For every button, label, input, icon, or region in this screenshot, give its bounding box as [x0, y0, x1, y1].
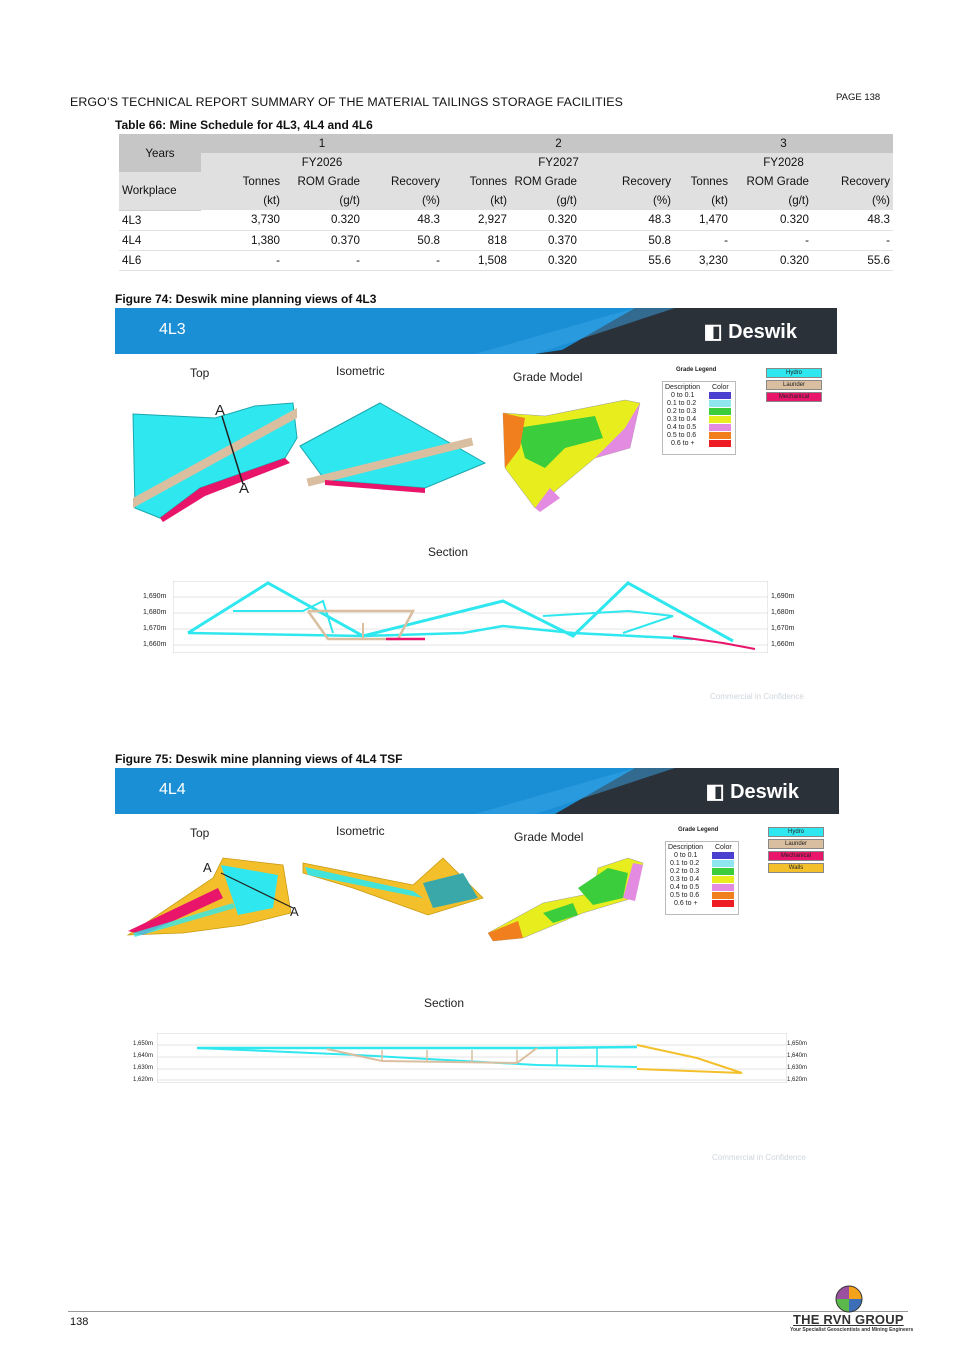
legend-color-header: Color — [715, 844, 732, 851]
section-label: Section — [424, 996, 465, 1010]
legend-swatch — [709, 408, 731, 415]
table-cell: 0.320 — [731, 250, 812, 270]
row-name: 4L4 — [119, 230, 201, 250]
legend-swatch — [712, 868, 734, 875]
elevation-label: 1,680m — [143, 609, 167, 616]
col-unit: (%) — [580, 191, 674, 210]
material-legend-mechanical: Mechanical — [768, 851, 824, 861]
row-name: 4L6 — [119, 250, 201, 270]
elevation-label: 1,690m — [143, 593, 167, 600]
legend-swatch — [709, 440, 731, 447]
table-cell: 55.6 — [812, 250, 893, 270]
table-cell: 818 — [443, 230, 510, 250]
elevation-label: 1,660m — [143, 641, 167, 648]
col-unit: (kt) — [674, 191, 731, 210]
grade-legend — [662, 381, 736, 455]
legend-item-label: 0 to 0.1 — [674, 852, 698, 859]
view-top-label: Top — [190, 366, 210, 380]
col-header: Recovery — [812, 172, 893, 191]
legend-item-label: 0.5 to 0.6 — [667, 432, 697, 439]
elevation-label: 1,640m — [133, 1053, 154, 1059]
col-header: Recovery — [363, 172, 443, 191]
legend-item-label: 0.3 to 0.4 — [670, 876, 700, 883]
view-top-label: Top — [190, 826, 210, 840]
elevation-label: 1,640m — [787, 1053, 808, 1059]
col-header: ROM Grade — [731, 172, 812, 191]
deswik-logo — [706, 779, 799, 804]
legend-swatch — [709, 392, 731, 399]
section-view-4l4 — [157, 1033, 787, 1083]
col-header: ROM Grade — [283, 172, 363, 191]
grade-legend-title: Grade Legend — [678, 827, 719, 833]
footer-divider — [68, 1311, 908, 1312]
legend-swatch — [709, 432, 731, 439]
material-legend-hydro: Hydro — [768, 827, 824, 837]
table-cell: 2,927 — [443, 210, 510, 230]
fy-3-header: FY2028 — [674, 153, 893, 172]
table-cell: - — [363, 250, 443, 270]
grade-legend — [665, 841, 739, 915]
view-grade-label: Grade Model — [514, 830, 584, 844]
legend-swatch — [712, 860, 734, 867]
table-cell: 0.320 — [731, 210, 812, 230]
footer-page-number: 138 — [70, 1316, 89, 1328]
col-unit: (%) — [812, 191, 893, 210]
rvn-logo-icon — [834, 1284, 864, 1314]
section-marker-a-bottom: A — [239, 480, 250, 497]
table-cell: 0.320 — [510, 250, 580, 270]
legend-item-label: 0.5 to 0.6 — [670, 892, 700, 899]
table-header-columns — [119, 172, 893, 191]
section-marker-a-top: A — [203, 860, 212, 875]
section-marker-a-bottom: A — [290, 904, 299, 919]
year-2-header: 2 — [443, 134, 674, 153]
table-cell: 1,508 — [443, 250, 510, 270]
report-title: ERGO’S TECHNICAL REPORT SUMMARY OF THE MATERIAL TAILINGS STORAGE FACILITIES — [70, 95, 624, 109]
legend-desc-header: Description — [665, 384, 701, 391]
table-header-fy — [119, 153, 893, 172]
legend-item-label: 0.6 to + — [671, 440, 695, 447]
workplace-header: Workplace — [119, 172, 201, 210]
legend-swatch — [712, 892, 734, 899]
col-unit: (kt) — [201, 191, 283, 210]
legend-item-label: 0.2 to 0.3 — [670, 868, 700, 875]
material-legend-walls: Walls — [768, 863, 824, 873]
fy-1-header: FY2026 — [201, 153, 443, 172]
table-cell: - — [812, 230, 893, 250]
years-header: Years — [119, 134, 201, 172]
legend-swatch — [709, 400, 731, 407]
material-legend-launder: Launder — [768, 839, 824, 849]
material-legend-hydro: Hydro — [766, 368, 822, 378]
view-isometric-label: Isometric — [336, 824, 385, 838]
legend-item-label: 0.1 to 0.2 — [667, 400, 697, 407]
deswik-mark-icon: ◧ — [705, 781, 731, 803]
legend-item-label: 0.3 to 0.4 — [667, 416, 697, 423]
elevation-label: 1,660m — [771, 641, 795, 648]
elevation-label: 1,670m — [143, 625, 167, 632]
figure-74-caption: Figure 74: Deswik mine planning views of 4L3 — [115, 292, 377, 306]
view-isometric-label: Isometric — [336, 364, 385, 378]
legend-item-label: 0.4 to 0.5 — [667, 424, 697, 431]
col-unit: (g/t) — [510, 191, 580, 210]
section-view-4l3 — [173, 581, 768, 653]
table-cell: 0.370 — [283, 230, 363, 250]
col-header: Recovery — [580, 172, 674, 191]
deswik-mark-icon: ◧ — [703, 321, 729, 343]
table-cell: 1,380 — [201, 230, 283, 250]
legend-item-label: 0.6 to + — [674, 900, 698, 907]
page-label: PAGE 138 — [836, 92, 881, 103]
elevation-label: 1,630m — [133, 1065, 154, 1071]
legend-item-label: 0.2 to 0.3 — [667, 408, 697, 415]
legend-swatch — [712, 884, 734, 891]
legend-swatch — [712, 852, 734, 859]
legend-item-label: 0.1 to 0.2 — [670, 860, 700, 867]
elevation-label: 1,620m — [787, 1077, 808, 1083]
table-cell: - — [283, 250, 363, 270]
table-cell: 3,730 — [201, 210, 283, 230]
elevation-label: 1,690m — [771, 593, 795, 600]
col-header: Tonnes — [674, 172, 731, 191]
col-unit: (g/t) — [283, 191, 363, 210]
table-cell: 0.320 — [510, 210, 580, 230]
banner-title: 4L3 — [159, 321, 186, 338]
elevation-label: 1,630m — [787, 1065, 808, 1071]
table-cell: - — [674, 230, 731, 250]
year-1-header: 1 — [201, 134, 443, 153]
legend-swatch — [709, 424, 731, 431]
section-marker-a-top: A — [215, 402, 226, 419]
table-row — [119, 230, 893, 250]
figure-75-caption: Figure 75: Deswik mine planning views of 4L4 TSF — [115, 752, 403, 766]
legend-item-label: 0.4 to 0.5 — [670, 884, 700, 891]
table-cell: 1,470 — [674, 210, 731, 230]
material-legend-mechanical: Mechanical — [766, 392, 822, 402]
grade-legend-title: Grade Legend — [676, 367, 717, 373]
table-header-units — [119, 191, 893, 210]
elevation-label: 1,650m — [787, 1041, 808, 1047]
legend-swatch — [709, 416, 731, 423]
col-header: Tonnes — [201, 172, 283, 191]
table-cell: 55.6 — [580, 250, 674, 270]
section-label: Section — [428, 545, 469, 559]
elevation-label: 1,620m — [133, 1077, 154, 1083]
legend-color-header: Color — [712, 384, 729, 391]
table-cell: 0.320 — [283, 210, 363, 230]
figure-74 — [115, 308, 837, 708]
deswik-logo-text: Deswik — [728, 321, 797, 343]
company-tagline: Your Specialist Geoscientists and Mining Engineers — [790, 1327, 914, 1333]
company-name: THE RVN GROUP — [793, 1312, 904, 1327]
table-cell: 48.3 — [580, 210, 674, 230]
deswik-logo — [704, 319, 797, 344]
table-header-years — [119, 134, 893, 153]
table-cell: 48.3 — [812, 210, 893, 230]
table-cell: 3,230 — [674, 250, 731, 270]
legend-item-label: 0 to 0.1 — [671, 392, 695, 399]
view-grade-label: Grade Model — [513, 370, 583, 384]
table-row — [119, 210, 893, 230]
legend-swatch — [712, 876, 734, 883]
table-cell: 48.3 — [363, 210, 443, 230]
row-name: 4L3 — [119, 210, 201, 230]
col-unit: (g/t) — [731, 191, 812, 210]
col-unit: (%) — [363, 191, 443, 210]
legend-swatch — [712, 900, 734, 907]
table-cell: 50.8 — [580, 230, 674, 250]
table-caption: Table 66: Mine Schedule for 4L3, 4L4 and 4L6 — [115, 118, 373, 132]
confidential-note: Commercial in Confidence — [710, 692, 804, 701]
year-3-header: 3 — [674, 134, 893, 153]
elevation-label: 1,680m — [771, 609, 795, 616]
figure-75 — [115, 768, 839, 1168]
col-header: Tonnes — [443, 172, 510, 191]
legend-desc-header: Description — [668, 844, 704, 851]
table-row — [119, 250, 893, 270]
col-header: ROM Grade — [510, 172, 580, 191]
mine-schedule-table — [119, 134, 893, 271]
banner-title: 4L4 — [159, 781, 186, 798]
deswik-logo-text: Deswik — [730, 781, 799, 803]
elevation-label: 1,670m — [771, 625, 795, 632]
confidential-note: Commercial in Confidence — [712, 1153, 806, 1162]
table-cell: 0.370 — [510, 230, 580, 250]
fy-2-header: FY2027 — [443, 153, 674, 172]
table-cell: - — [731, 230, 812, 250]
table-cell: 50.8 — [363, 230, 443, 250]
col-unit: (kt) — [443, 191, 510, 210]
material-legend-launder: Launder — [766, 380, 822, 390]
table-cell: - — [201, 250, 283, 270]
elevation-label: 1,650m — [133, 1041, 154, 1047]
